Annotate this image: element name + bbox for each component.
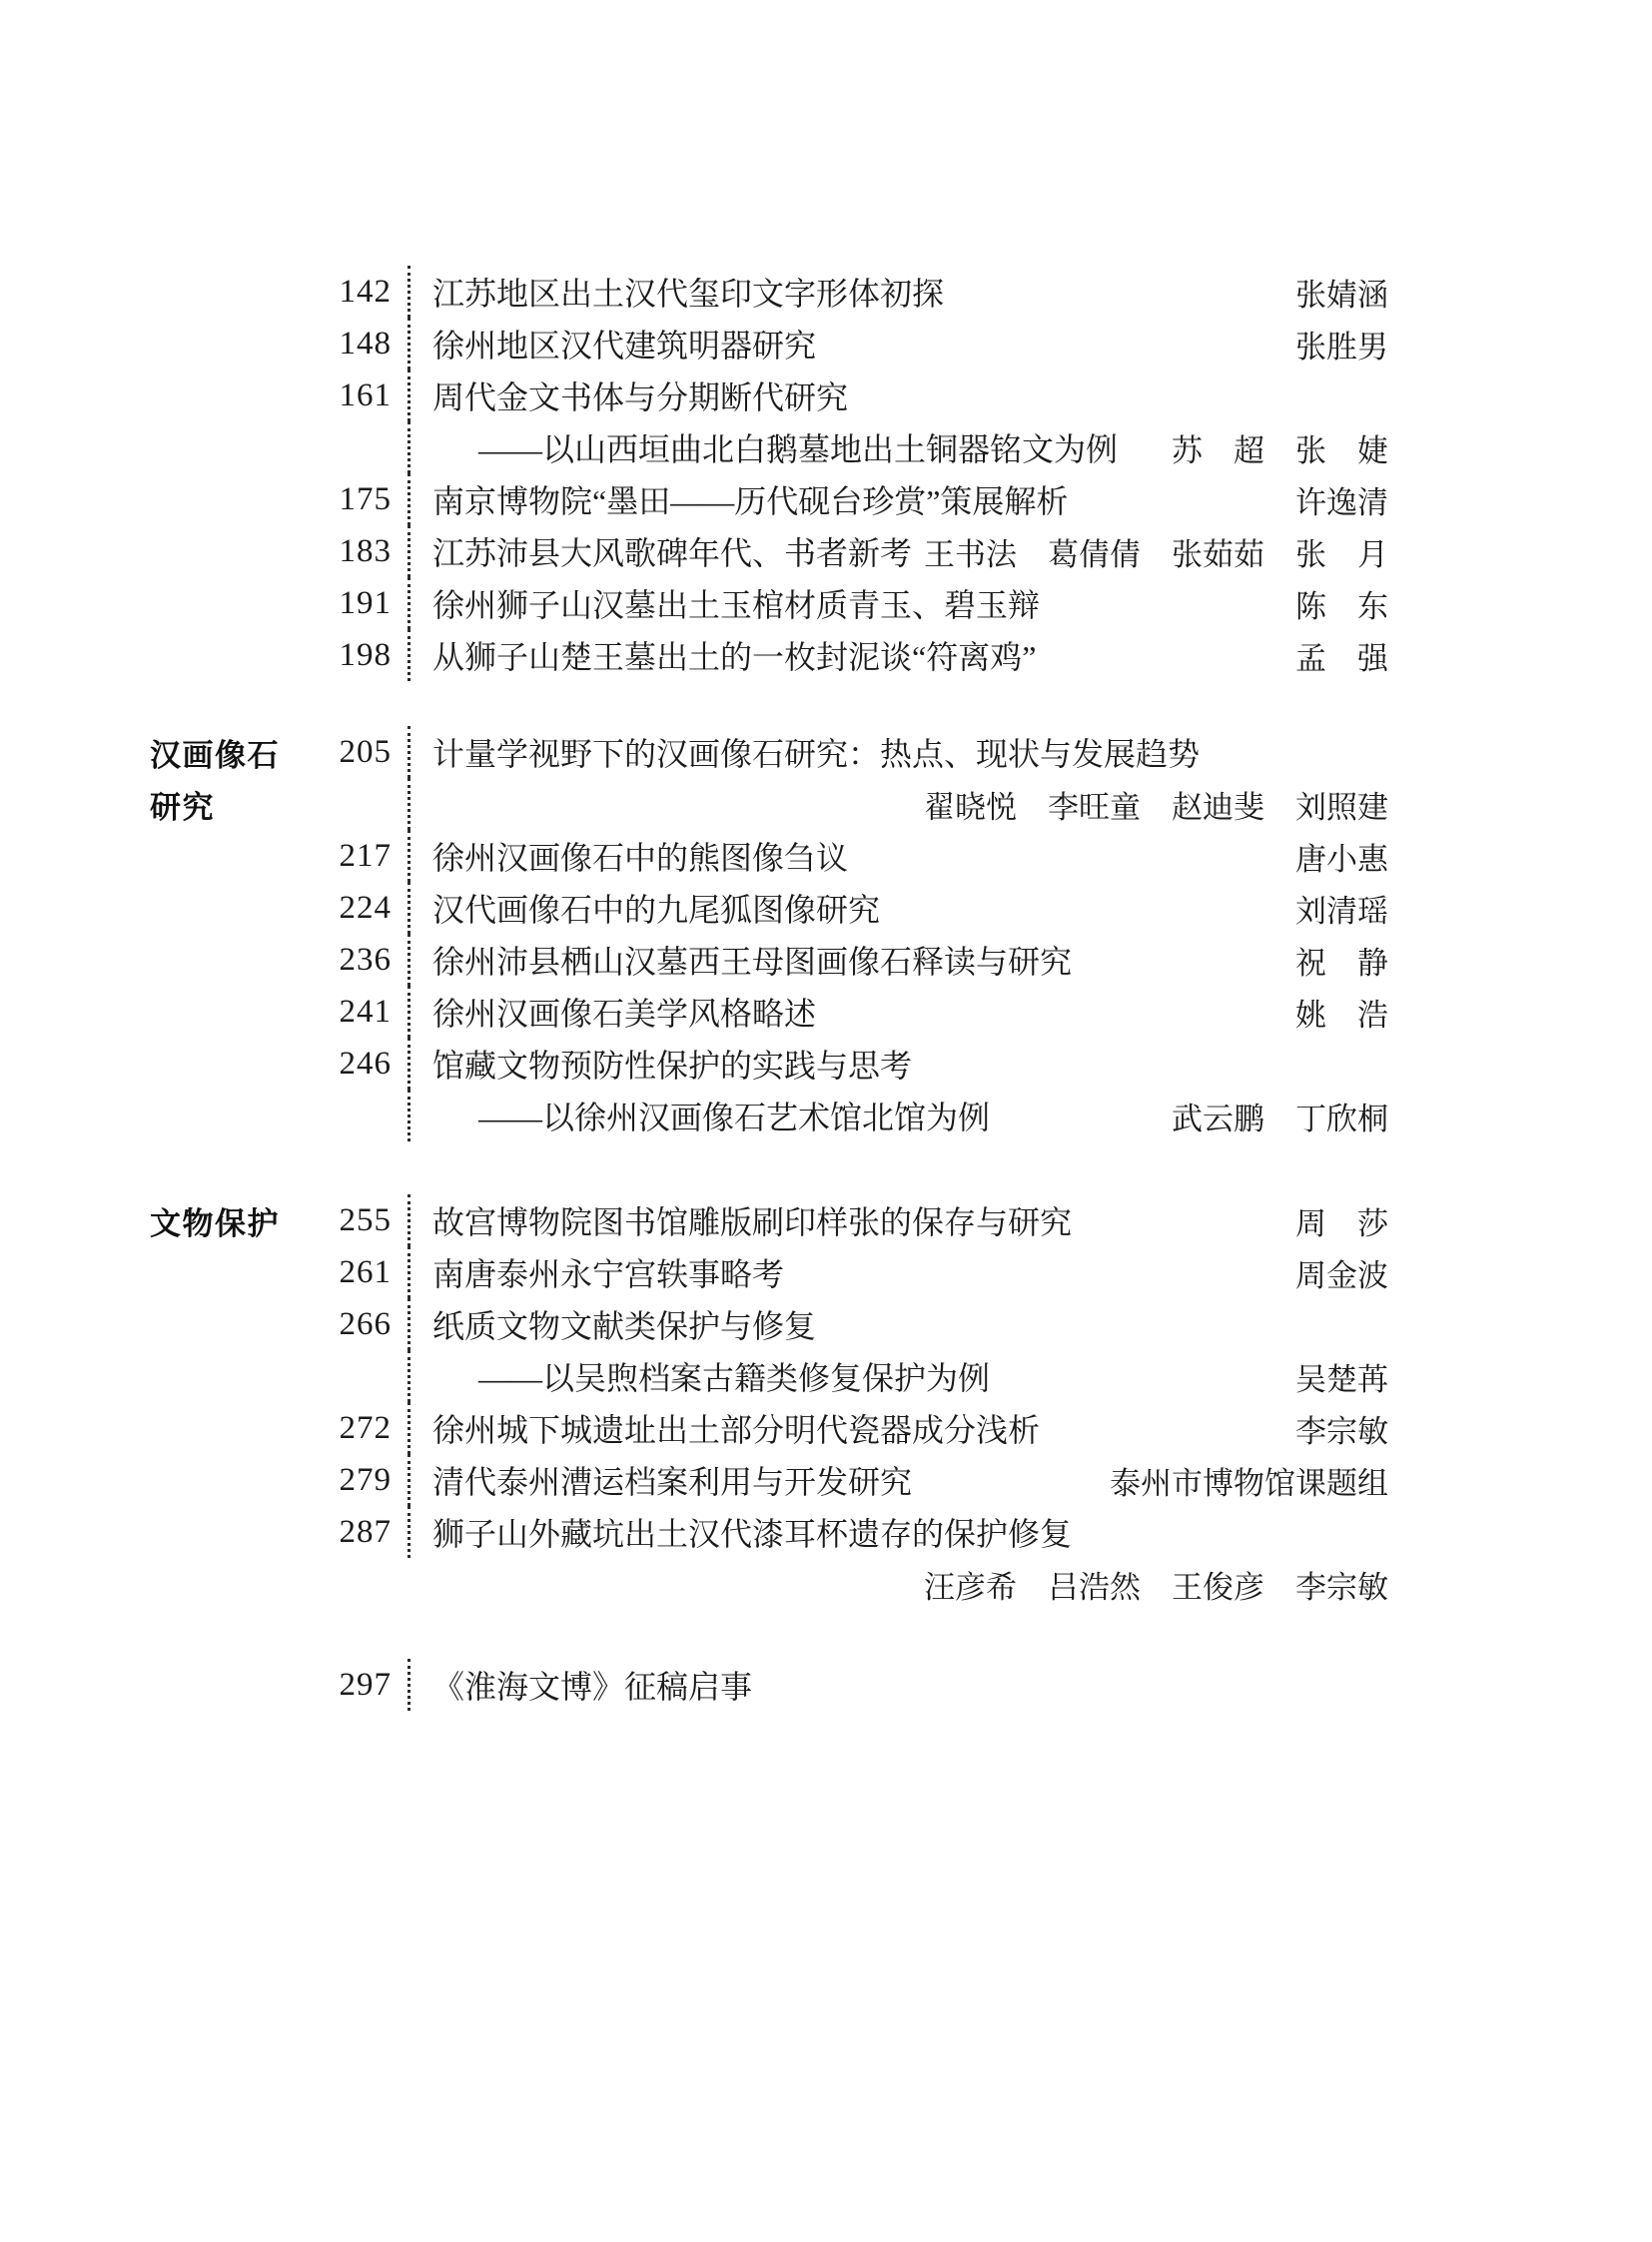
entry-body <box>408 1454 1388 1506</box>
toc-row <box>0 629 1388 681</box>
toc-section <box>0 1659 1388 1711</box>
toc-row <box>0 1298 1388 1350</box>
entry-title: 计量学视野下的汉画像石研究：热点、现状与发展趋势 <box>432 736 1201 772</box>
page-number: 183 <box>339 532 392 569</box>
entry-title: 故宫博物院图书馆雕版刷印样张的保存与研究 <box>432 1204 1073 1240</box>
toc-row <box>0 1506 1388 1558</box>
entry-title: 徐州汉画像石美学风格略述 <box>432 996 817 1032</box>
entry-body <box>408 830 1388 882</box>
entry-authors: 周 莎 <box>1295 1205 1388 1241</box>
page-number <box>0 1090 392 1141</box>
section-label-line: 汉画像石 <box>150 737 280 773</box>
toc-row <box>0 1558 1388 1610</box>
page-number: 272 <box>339 1409 392 1446</box>
toc-section <box>0 1194 1388 1610</box>
page-number: 279 <box>339 1461 392 1498</box>
entry-authors: 张婧涵 <box>1295 277 1388 313</box>
entry-body <box>408 1298 1388 1350</box>
entry-body <box>408 1038 1388 1090</box>
toc-section <box>0 266 1388 681</box>
section-label-line: 研究 <box>150 789 215 825</box>
toc-row <box>0 830 1388 882</box>
entry-authors: 张胜男 <box>1295 329 1388 365</box>
entry-body <box>408 726 1388 778</box>
toc-row <box>0 1090 1388 1141</box>
page-number <box>0 1350 392 1402</box>
entry-authors: 刘清瑶 <box>1295 893 1388 929</box>
page-number: 191 <box>339 584 392 621</box>
page-number: 261 <box>339 1253 392 1290</box>
toc-row <box>0 1454 1388 1506</box>
page-number <box>0 1558 392 1610</box>
entry-authors: 孟 强 <box>1295 640 1388 676</box>
page-number: 205 <box>339 733 392 770</box>
entry-body <box>408 629 1388 681</box>
page-number: 236 <box>339 941 392 978</box>
page-number: 175 <box>339 480 392 517</box>
toc-row <box>0 318 1388 370</box>
toc-row <box>0 1659 1388 1711</box>
entry-authors: 祝 静 <box>1295 945 1388 981</box>
entry-authors: 汪彦希 吕浩然 王俊彦 李宗敏 <box>924 1569 1388 1605</box>
entry-authors: 唐小惠 <box>1295 841 1388 877</box>
entry-title: 狮子山外藏坑出土汉代漆耳杯遗存的保护修复 <box>432 1516 1073 1552</box>
page-number: 142 <box>339 273 392 310</box>
toc-row <box>0 882 1388 934</box>
page-number: 148 <box>339 325 392 362</box>
entry-title: ——以徐州汉画像石艺术馆北馆为例 <box>478 1100 991 1135</box>
entry-authors: 周金波 <box>1295 1257 1388 1293</box>
section-label-line: 文物保护 <box>150 1205 280 1241</box>
page-number: 255 <box>339 1201 392 1238</box>
entry-title: 徐州汉画像石中的熊图像刍议 <box>432 840 849 876</box>
toc-row <box>0 577 1388 629</box>
toc-section <box>0 726 1388 1141</box>
entry-title: 江苏沛县大风歌碑年代、书者新考 <box>432 535 913 571</box>
entry-body <box>408 473 1388 525</box>
section-label <box>150 726 280 830</box>
toc-row <box>0 1246 1388 1298</box>
entry-authors: 李宗敏 <box>1295 1413 1388 1449</box>
entry-body <box>408 525 1388 577</box>
entry-body <box>408 934 1388 986</box>
entry-title: 周代金文书体与分期断代研究 <box>432 379 849 415</box>
toc-row <box>0 473 1388 525</box>
entry-title: 清代泰州漕运档案利用与开发研究 <box>432 1464 913 1500</box>
entry-authors: 许逸清 <box>1295 484 1388 520</box>
page-number: 241 <box>339 993 392 1030</box>
page-number <box>0 421 392 473</box>
toc-row <box>0 1350 1388 1402</box>
toc-row <box>0 986 1388 1038</box>
page-number: 161 <box>339 376 392 413</box>
entry-authors: 武云鹏 丁欣桐 <box>1172 1101 1388 1136</box>
entry-body <box>408 1090 1388 1141</box>
entry-body <box>408 266 1388 318</box>
entry-title: 徐州狮子山汉墓出土玉棺材质青玉、碧玉辩 <box>432 587 1041 623</box>
entry-body <box>408 1659 1388 1711</box>
entry-title: ——以吴煦档案古籍类修复保护为例 <box>478 1360 991 1396</box>
entry-body <box>408 882 1388 934</box>
entry-title: 《淮海文博》征稿启事 <box>432 1669 753 1705</box>
page-number: 246 <box>339 1045 392 1082</box>
page-number: 287 <box>339 1513 392 1550</box>
page-number: 198 <box>339 636 392 673</box>
toc-row <box>0 421 1388 473</box>
entry-title: 汉代画像石中的九尾狐图像研究 <box>432 892 881 928</box>
entry-title: 徐州地区汉代建筑明器研究 <box>432 328 817 364</box>
entry-title: 徐州沛县栖山汉墓西王母图画像石释读与研究 <box>432 944 1073 980</box>
entry-authors: 姚 浩 <box>1295 997 1388 1033</box>
entry-body <box>408 778 1388 830</box>
page-number: 217 <box>339 837 392 874</box>
section-label <box>150 1194 280 1246</box>
entry-body <box>408 1194 1388 1246</box>
entry-authors: 陈 东 <box>1295 588 1388 624</box>
entry-body <box>408 577 1388 629</box>
entry-authors: 吴楚苒 <box>1295 1361 1388 1397</box>
entry-authors: 王书法 葛倩倩 张茹茹 张 月 <box>924 536 1388 572</box>
entry-body <box>408 1558 1388 1610</box>
entry-body <box>408 1246 1388 1298</box>
entry-body <box>408 421 1388 473</box>
toc-row <box>0 1402 1388 1454</box>
entry-title: ——以山西垣曲北白鹅墓地出土铜器铭文为例 <box>478 431 1119 467</box>
entry-title: 江苏地区出土汉代玺印文字形体初探 <box>432 276 945 312</box>
entry-title: 馆藏文物预防性保护的实践与思考 <box>432 1048 913 1084</box>
entry-authors: 泰州市博物馆课题组 <box>1110 1465 1388 1501</box>
entry-body <box>408 370 1388 421</box>
entry-body <box>408 1506 1388 1558</box>
entry-body <box>408 1402 1388 1454</box>
entry-title: 南京博物院“墨田——历代砚台珍赏”策展解析 <box>432 483 1069 519</box>
entry-body <box>408 318 1388 370</box>
entry-authors: 翟晓悦 李旺童 赵迪斐 刘照建 <box>924 789 1388 825</box>
toc-row <box>0 266 1388 318</box>
entry-title: 纸质文物文献类保护与修复 <box>432 1308 817 1344</box>
entry-authors: 苏 超 张 婕 <box>1172 432 1388 468</box>
page-number: 224 <box>339 889 392 926</box>
entry-body <box>408 1350 1388 1402</box>
toc-row <box>0 1038 1388 1090</box>
entry-title: 从狮子山楚王墓出土的一枚封泥谈“符离鸡” <box>432 639 1037 675</box>
toc-row <box>0 370 1388 421</box>
page-number: 297 <box>339 1666 392 1703</box>
entry-title: 徐州城下城遗址出土部分明代瓷器成分浅析 <box>432 1412 1041 1448</box>
page-number: 266 <box>339 1305 392 1342</box>
entry-title: 南唐泰州永宁宫轶事略考 <box>432 1256 785 1292</box>
toc-row <box>0 525 1388 577</box>
entry-body <box>408 986 1388 1038</box>
toc-row <box>0 934 1388 986</box>
